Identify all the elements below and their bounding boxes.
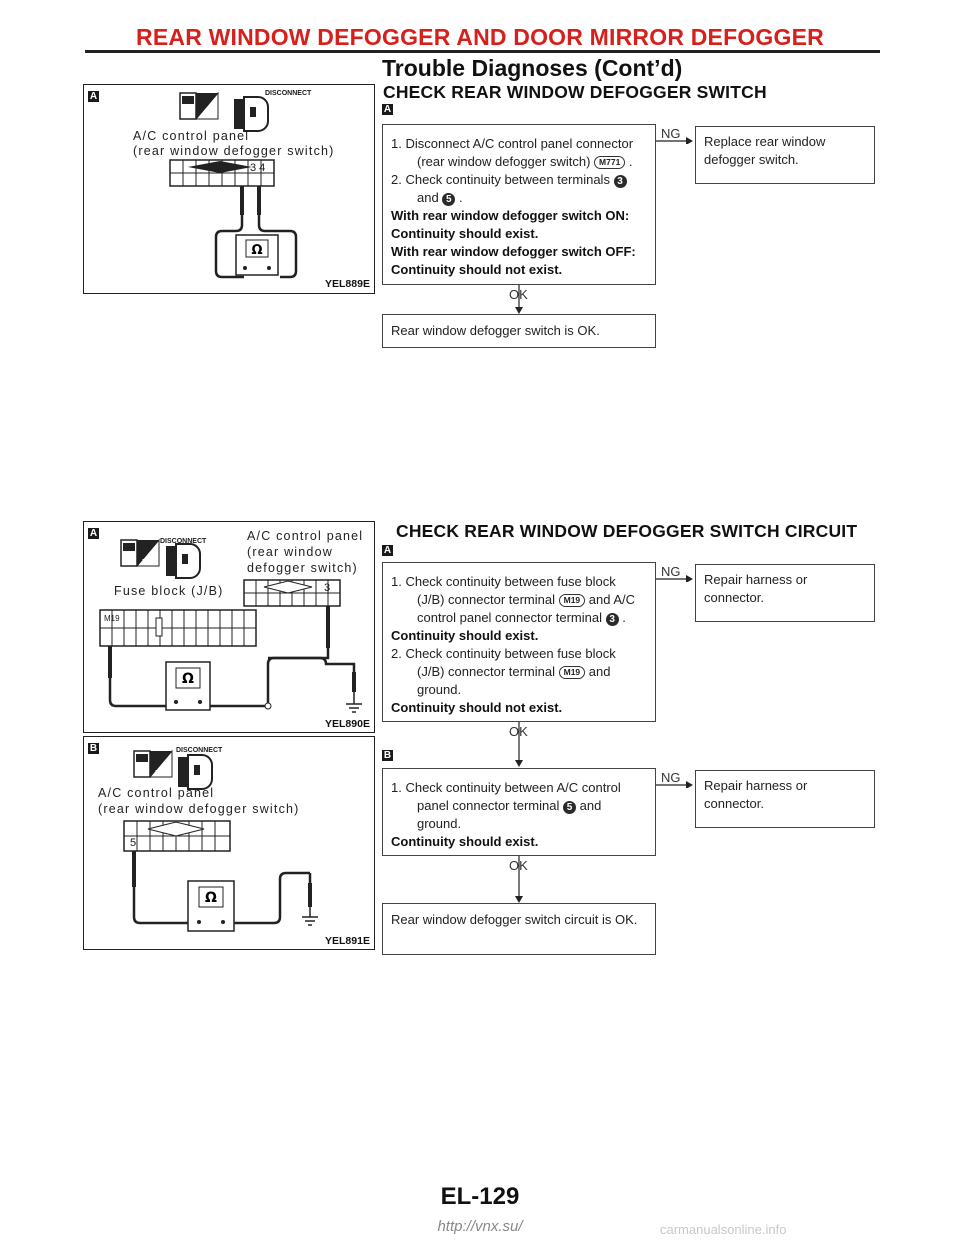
tester-label: H.S. [155, 769, 171, 778]
step-check-switch [382, 124, 656, 285]
terminal-badge: 3 [606, 613, 619, 626]
ng-result-box [695, 770, 875, 828]
figure-badge: B [89, 743, 98, 754]
terminal-number: 3 [324, 582, 331, 594]
disconnect-plug-icon [178, 755, 212, 789]
ok-label: OK [509, 858, 528, 873]
ng-result-text: Repair harness or connector. [704, 778, 808, 811]
figure-code: YEL890E [325, 718, 370, 730]
ohmmeter-icon [236, 235, 278, 275]
ok-result-box [382, 314, 656, 348]
page-number: EL-129 [440, 1183, 520, 1210]
page-header-title: REAR WINDOW DEFOGGER AND DOOR MIRROR DEFOGGER [136, 24, 824, 50]
figure-yel891e [83, 736, 375, 950]
ng-label: NG [661, 770, 681, 785]
fuse-block-connector [100, 610, 256, 646]
footer-link[interactable]: http://vnx.su/ [437, 1218, 523, 1235]
section2-badge-b: B [383, 750, 392, 761]
step-line: 2. Check continuity between terminals 3 [391, 172, 627, 187]
m19-label: M19 [104, 614, 120, 623]
ok-label: OK [509, 287, 528, 302]
disconnect-label: DISCONNECT [160, 538, 207, 545]
ng-result-text: Repair harness or connector. [704, 572, 808, 605]
step-line: panel connector terminal 5 and [417, 798, 602, 813]
ground-symbol [302, 917, 318, 925]
step-line: ground. [417, 682, 462, 697]
ground-symbol [346, 704, 362, 712]
figure-badge: A [89, 91, 98, 102]
ng-result-text: Replace rear window defogger switch. [704, 134, 826, 167]
step-line: 1. Check continuity between A/C control [391, 780, 621, 795]
ng-label: NG [661, 126, 681, 141]
svg-text:Ω: Ω [182, 671, 194, 687]
figure-label-line1: A/C control panel [98, 786, 215, 800]
step-condition: Continuity should not exist. [391, 262, 563, 277]
step-line: (J/B) connector terminal M19 and [417, 664, 611, 679]
terminal-numbers: 3 4 [250, 162, 266, 174]
connector-tag: M19 [559, 666, 586, 679]
wiring-diagram-ground [84, 737, 374, 949]
page-subtitle: Trouble Diagnoses (Cont’d) [382, 55, 683, 81]
ng-result-box [695, 126, 875, 184]
step-condition: Continuity should exist. [391, 226, 539, 241]
figure-label-line1: A/C control panel [247, 529, 364, 543]
ng-result-box [695, 564, 875, 622]
disconnect-label: DISCONNECT [265, 90, 312, 97]
figure-label-line2: (rear window [247, 545, 333, 559]
figure-code: YEL889E [325, 278, 370, 290]
step-check-ground [382, 768, 656, 856]
section2-title: CHECK REAR WINDOW DEFOGGER SWITCH CIRCUIT [396, 521, 858, 541]
figure-label-line2: (rear window defogger switch) [98, 802, 300, 816]
step-line: 2. Check continuity between fuse block [391, 646, 616, 661]
figure-label-line2: (rear window defogger switch) [133, 144, 335, 158]
step-line: (rear window defogger switch) M771 . [417, 154, 633, 169]
step-condition: Continuity should exist. [391, 628, 539, 643]
step-condition: Continuity should exist. [391, 834, 539, 849]
step-line: ground. [417, 816, 462, 831]
disconnect-plug-icon [234, 97, 268, 131]
figure-yel889e [83, 84, 375, 294]
wiring-diagram-switch [84, 85, 374, 293]
step-condition: Continuity should not exist. [391, 700, 563, 715]
figure-code: YEL891E [325, 935, 370, 947]
disconnect-label: DISCONNECT [176, 747, 223, 754]
terminal-badge: 5 [442, 193, 455, 206]
section1-title: CHECK REAR WINDOW DEFOGGER SWITCH [383, 82, 767, 102]
svg-text:Ω: Ω [251, 243, 263, 258]
connector-tag: M19 [559, 594, 586, 607]
terminal-badge: 5 [563, 801, 576, 814]
tester-label: H.S. [142, 558, 158, 567]
ok-result-text: Rear window defogger switch circuit is OK. [391, 912, 638, 927]
disconnect-plug-icon [166, 544, 200, 578]
ok-result-text: Rear window defogger switch is OK. [391, 323, 600, 338]
ohmmeter-icon [166, 662, 210, 710]
tester-label: T.S. [204, 111, 218, 120]
step-line: 1. Check continuity between fuse block [391, 574, 616, 589]
connector-tag: M771 [594, 156, 625, 169]
ac-panel-connector [124, 821, 230, 851]
terminal-badge: 3 [614, 175, 627, 188]
ok-label: OK [509, 724, 528, 739]
figure-label-line3: defogger switch) [247, 561, 358, 575]
header-rule [85, 50, 880, 53]
watermark: carmanualsonline.info [660, 1222, 787, 1237]
figure-badge: A [89, 528, 98, 539]
figure-label-line1: A/C control panel [133, 129, 250, 143]
step-condition: With rear window defogger switch ON: [391, 208, 630, 223]
svg-text:Ω: Ω [205, 890, 217, 906]
section1-badge: A [383, 104, 392, 115]
step-line: (J/B) connector terminal M19 and A/C [417, 592, 636, 607]
ohmmeter-icon [188, 881, 234, 931]
fuse-block-label: Fuse block (J/B) [114, 584, 224, 598]
ng-label: NG [661, 564, 681, 579]
step-check-circuit [382, 562, 656, 722]
step-line: and 5 . [417, 190, 463, 205]
step-condition: With rear window defogger switch OFF: [391, 244, 636, 259]
ok-result-box [382, 903, 656, 955]
section2-badge-a: A [383, 545, 392, 556]
terminal-number: 5 [130, 837, 137, 849]
figure-yel890e [83, 521, 375, 733]
step-line: 1. Disconnect A/C control panel connector [391, 136, 634, 151]
step-line: control panel connector terminal 3 . [417, 610, 626, 625]
